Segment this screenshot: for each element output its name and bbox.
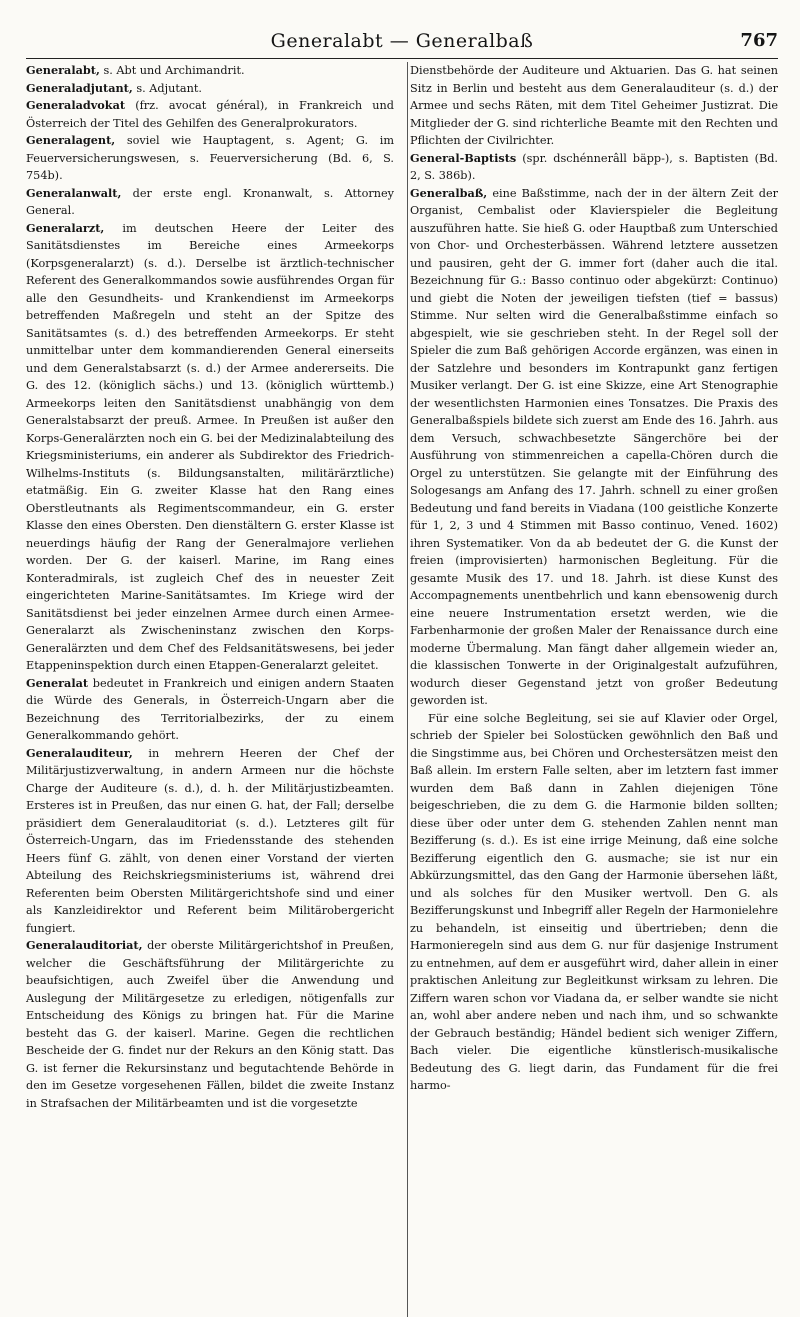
right-column xyxy=(402,62,778,1112)
entry-text: der erste engl. Kronanwalt, s. Attorney General. xyxy=(26,186,394,217)
entry-headword: Generalauditeur, xyxy=(26,745,133,760)
entry-text: (frz. avocat général), in Frankreich und Österreich der Titel des Gehilfen des Generalprokurators. xyxy=(26,99,394,130)
dictionary-entry xyxy=(26,220,394,675)
entry-text: in mehrern Heeren der Chef der Militärjustizverwaltung, in andern Armeen nur die höchste Charge der Auditeure (s. d.), d. h. der Militärjustizbeamten. Ersteres ist in Preußen, das nur einen G. hat, der Fall; derselbe präsidiert dem Generalauditoriat (s. d.). Letzteres gilt für Österreich-Ungarn, das im Friedensstande des stehenden Heers fünf G. zählt, von denen einer Vorstand der vierten Abteilung des Reichskriegsministeriums ist, während drei Referenten beim Obersten Militärgerichtshofe sind und einer als Kanzleidirektor und Referent beim Militärobergericht fungiert. xyxy=(26,746,394,935)
entry-headword: Generaladvokat xyxy=(26,98,126,112)
left-column xyxy=(26,62,402,1112)
dictionary-entry xyxy=(26,80,394,98)
dictionary-entry xyxy=(26,97,394,132)
entry-text: eine Baßstimme, nach der in der ältern Zeit der Organist, Cembalist oder Klavierspieler die Begleitung auszuführen hatte. Sie hieß G. oder Hauptbaß zum Unterschied von Chor- und Orchesterbässen. Während letztere aussetzen und pausiren, geht der G. immer fort (daher auch die ital. Bezeichnung für G.: Basso continuo oder abgekürzt: Continuo) und giebt die Noten der jeweiligen tiefsten (tief = bassus) Stimme. Nur selten wird die Generalbaßstimme einfach so abgespielt, wie sie geschrieben steht. In der Regel soll der Spieler die zum Baß gehörigen Accorde ergänzen, was einen in der Satzlehre und besonders im Kontrapunkt ganz fertigen Musiker verlangt. Der G. ist eine Skizze, eine Art Stenographie der wesentlichsten Harmonien eines Tonsatzes. Die Praxis des Generalbaßspiels bildete sich zuerst am Ende des 16. Jahrh. aus dem Versuch, schwachbesetzte Sängerchöre bei der Ausführung von stimmenreichen a capella-Chören durch die Orgel zu unterstützen. Sie gelangte mit der Einführung des Sologesangs am Anfang des 17. Jahrh. schnell zu einer großen Bedeutung und fand bereits in Viadana (100 geistliche Konzerte für 1, 2, 3 und 4 Stimmen mit Basso continuo, Vened. 1602) ihren Systematiker. Von da ab bedeutet der G. die Kunst der freien (improvisierten) harmonischen Begleitung. Für die gesamte Musik des 17. und 18. Jahrh. ist diese Kunst des Accompagnements unentbehrlich und kann ebensowenig durch eine neuere Instrumentation ersetzt werden, wie die Farbenharmonie der großen Maler der Renaissance durch eine moderne Übermalung. Man fängt daher allgemein wieder an, die klassischen Tonwerte in der Originalgestalt aufzuführen, wodurch dieser Gegenstand jetzt von großer Bedeutung geworden ist. xyxy=(410,186,778,707)
dictionary-entry xyxy=(26,132,394,185)
entry-headword: Generalbaß, xyxy=(410,185,488,200)
entry-paragraph xyxy=(410,710,778,1095)
entry-headword: Generaladjutant, xyxy=(26,80,133,95)
entry-headword: Generalauditoriat, xyxy=(26,938,143,952)
entry-headword: Generalat xyxy=(26,675,89,690)
dictionary-entry xyxy=(26,675,394,745)
dictionary-entry xyxy=(26,62,394,80)
entry-text: der oberste Militärgerichtshof in Preußen, welcher die Geschäftsführung der Militärgerichte zu beaufsichtigen, auch Zweifel über die Anwendung und Auslegung der Militärgesetze zu erledigen, nötigenfalls zur Entscheidung des Königs zu bringen hat. Für die Marine besteht das G. der kaiserl. Marine. Gegen die rechtlichen Bescheide der G. findet nur der Rekurs an den König statt. Das G. ist ferner die Rekursinstanz und begutachtende Behörde in den im Gesetze vorgesehenen Fällen, bildet die zweite Instanz in Strafsachen der Militärbeamten und ist die vorgesetzte xyxy=(26,939,394,1110)
page-header xyxy=(26,22,778,59)
entry-continuation xyxy=(410,62,778,150)
entry-headword: Generalarzt, xyxy=(26,220,105,235)
dictionary-entry xyxy=(410,150,778,185)
dictionary-entry xyxy=(26,745,394,938)
dictionary-entry xyxy=(26,937,394,1112)
dictionary-entry xyxy=(410,185,778,710)
page-number: 767 xyxy=(740,30,778,51)
entry-headword: Generalagent, xyxy=(26,133,116,147)
dictionary-entry xyxy=(26,185,394,220)
text-columns xyxy=(26,62,778,1112)
column-divider xyxy=(407,62,408,1317)
entry-text: Dienstbehörde der Auditeure und Aktuarien. Das G. hat seinen Sitz in Berlin und besteht aus dem Generalauditeur (s. d.) der Armee und sechs Räten, mit dem Titel Geheimer Justizrat. Die Mitglieder der G. sind richterliche Beamte mit den Rechten und Pflichten der Civilrichter. xyxy=(410,64,778,147)
entry-text: s. Adjutant. xyxy=(132,81,202,95)
entry-text: im deutschen Heere der Leiter des Sanitätsdienstes im Bereiche eines Armeekorps (Korpsgeneralarzt) (s. d.). Derselbe ist ärztlich-technischer Referent des Generalkommandos sowie ausführendes Organ für alle den Gesundheits- und Krankendienst im Armeekorps betreffenden Maßregeln und steht an der Spitze des Sanitätsamtes (s. d.) des betreffenden Armeekorps. Er steht unmittelbar unter dem kommandierenden General einerseits und dem Generalstabsarzt (s. d.) der Armee andererseits. Die G. des 12. (königlich sächs.) und 13. (königlich württemb.) Armeekorps leiten den Sanitätsdienst unabhängig von dem Generalstabsarzt der preuß. Armee. In Preußen ist außer den Korps-Generalärzten noch ein G. bei der Medizinalabteilung des Kriegsministeriums, ein anderer als Subdirektor des Friedrich-Wilhelms-Instituts (s. Bildungsanstalten, militärärztliche) etatmäßig. Ein G. zweiter Klasse hat den Rang eines Oberstleutnants als Regimentscommandeur, ein G. erster Klasse den eines Obersten. Den dienstältern G. erster Klasse ist neuerdings häufig der Rang der Generalmajore verliehen worden. Der G. der kaiserl. Marine, im Rang eines Konteradmirals, ist zugleich Chef des in neuester Zeit eingerichteten Marine-Sanitätsamtes. Im Kriege wird der Sanitätsdienst bei jeder einzelnen Armee durch einen Armee-Generalarzt als Zwischeninstanz zwischen den Korps-Generalärzten und dem Chef des Feldsanitätswesens, bei jeder Etappeninspektion durch einen Etappen-Generalarzt geleitet. xyxy=(26,221,394,672)
running-title: Generalabt — Generalbaß xyxy=(270,30,534,52)
entry-text: (spr. dschénnerâll bäpp-), s. Baptisten (Bd. 2, S. 386b). xyxy=(410,151,778,182)
entry-text: Für eine solche Begleitung, sei sie auf Klavier oder Orgel, schrieb der Spieler bei Solostücken gewöhnlich den Baß und die Singstimme aus, bei Chören und Orchestersätzen meist den Baß allein. Im erstern Falle selten, aber im letztern fast immer wurden dem Baß dann in Zahlen diejenigen Töne beigeschrieben, die zu dem G. die Harmonie bilden sollten; diese über oder unter dem G. stehenden Zahlen nennt man Bezifferung (s. d.). Es ist eine irrige Meinung, daß eine solche Bezifferung eigentlich den G. ausmache; sie ist nur ein Abkürzungsmittel, das den Gang der Harmonie übersehen läßt, und als solches für den Musiker wertvoll. Den G. als Bezifferungskunst und Inbegriff aller Regeln der Harmonielehre zu behandeln, ist einseitig und übertrieben; denn die Harmonieregeln sind aus dem G. nur für dasjenige Instrument zu entnehmen, auf dem er ausgeführt wird, daher allein in einer praktischen Anleitung zur Begleitkunst wirksam zu lehren. Die Ziffern waren schon vor Viadana da, er selber wandte sie nicht an, wohl aber andere neben und nach ihm, und so schwankte der Gebrauch beständig; Händel bedient sich weniger Ziffern, Bach vieler. Die eigentliche künstlerisch-musikalische Bedeutung des G. liegt darin, das Fundament für die frei harmo- xyxy=(410,711,778,1092)
entry-text: s. Abt und Archimandrit. xyxy=(99,64,245,77)
entry-text: bedeutet in Frankreich und einigen andern Staaten die Würde des Generals, in Österreich-Ungarn aber die Bezeichnung des Territorialbezirks, der zu einem Generalkommando gehört. xyxy=(26,676,394,742)
entry-headword: Generalanwalt, xyxy=(26,185,122,200)
entry-text: soviel wie Hauptagent, s. Agent; G. im Feuerversicherungswesen, s. Feuerversicherung (Bd. 6, S. 754b). xyxy=(26,134,394,182)
entry-headword: Generalabt, xyxy=(26,63,100,77)
entry-headword: General-Baptists xyxy=(410,150,517,165)
